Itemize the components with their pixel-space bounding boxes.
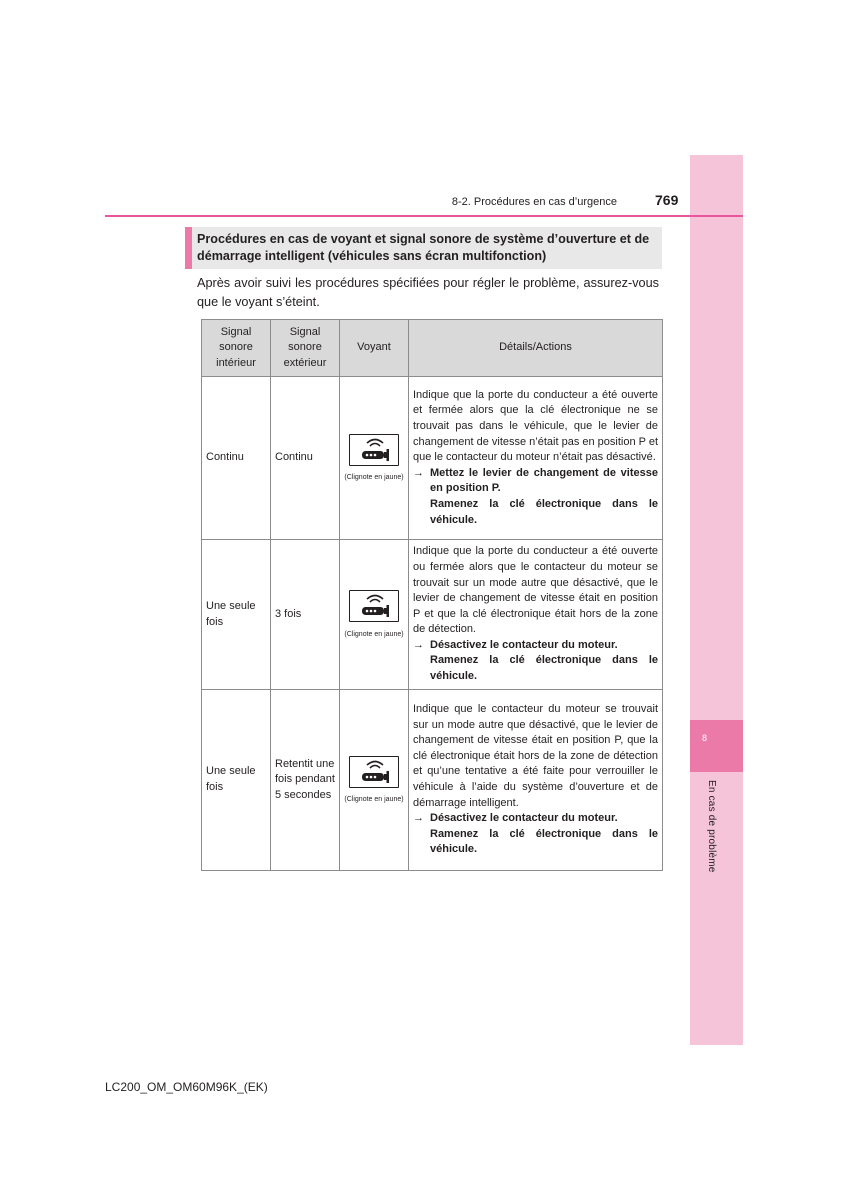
table-row [202, 377, 663, 540]
chapter-side-tab [690, 155, 743, 1045]
action-step-2: Ramenez la clé électronique dans le véhicule. [430, 827, 658, 856]
details-text: Indique que la porte du conducteur a été ouverte et fermée alors que la clé électronique ne se trouvait pas dans le véhicule, que le levier de changement de vitesse n’était pas en position P et que le contacteur du moteur n’était pas désactivé. [413, 388, 659, 464]
key-warning-lamp-icon [349, 434, 399, 466]
chapter-number: 8 [702, 733, 708, 743]
chapter-label: En cas de problème [706, 780, 717, 873]
page-number: 769 [655, 192, 679, 208]
intro-paragraph: Après avoir suivi les procédures spécifiées pour régler le problème, assurez-vous que le voyant s’éteint. [197, 276, 659, 309]
header-rule [105, 215, 743, 217]
table-row [202, 540, 663, 690]
lamp-caption: (Clignote en jaune) [344, 796, 404, 804]
lamp-cell [340, 690, 409, 871]
key-warning-lamp-icon [349, 590, 399, 622]
header-lamp: Voyant [340, 320, 409, 377]
details-text: Indique que la porte du conducteur a été ouverte ou fermée alors que le contacteur du moteur se trouvait sur un mode autre que désactivé, que le levier de changement de vitesse était en position P et que la clé électronique était hors de la zone de détection. [413, 545, 658, 636]
lamp-cell [340, 540, 409, 690]
arrow-icon: → [413, 638, 424, 651]
table-header-row [202, 320, 663, 377]
details-cell [409, 540, 663, 690]
section-title-accent-bar [185, 227, 192, 269]
header-exterior-buzzer: Signal sonore extérieur [271, 320, 340, 377]
exterior-buzzer-cell: Continu [271, 377, 340, 540]
interior-buzzer-cell: Une seule fois [202, 540, 271, 690]
section-title: Procédures en cas de voyant et signal sonore de système d’ouverture et de démarrage intelligent (véhicules sans écran multifonction) [197, 232, 650, 263]
table-row [202, 690, 663, 871]
interior-buzzer-cell: Continu [202, 377, 271, 540]
action-item [413, 638, 658, 685]
action-item [413, 811, 658, 858]
action-step-1: Désactivez le contacteur du moteur. [430, 638, 618, 651]
arrow-icon: → [413, 812, 424, 825]
action-step-2: Ramenez la clé électronique dans le véhicule. [430, 497, 658, 526]
section-header: 8-2. Procédures en cas d’urgence [451, 196, 617, 208]
exterior-buzzer-cell: Retentit une fois pendant 5 secondes [271, 690, 340, 871]
chapter-number-box [690, 720, 743, 772]
lamp-caption: (Clignote en jaune) [344, 474, 404, 482]
details-cell [409, 690, 663, 871]
key-warning-lamp-icon [349, 756, 399, 788]
action-step-1: Désactivez le contacteur du moteur. [430, 812, 618, 825]
lamp-cell [340, 377, 409, 540]
warning-table [201, 319, 663, 871]
header-details: Détails/Actions [409, 320, 663, 377]
arrow-icon: → [413, 466, 424, 479]
footer-code: LC200_OM_OM60M96K_(EK) [105, 1080, 268, 1094]
header-interior-buzzer: Signal sonore intérieur [202, 320, 271, 377]
exterior-buzzer-cell: 3 fois [271, 540, 340, 690]
details-text: Indique que le contacteur du moteur se trouvait sur un mode autre que désactivé, que le levier de changement de vitesse était en position P, que la clé électronique était hors de la zone de détection et qu’une tentative a été faite pour verrouiller le véhicule à l’aide du système d’ouverture et de démarrage intelligent. [413, 703, 658, 809]
action-step-1: Mettez le levier de changement de vitesse en position P. [430, 466, 658, 495]
lamp-caption: (Clignote en jaune) [344, 630, 404, 638]
action-item [413, 466, 658, 528]
action-step-2: Ramenez la clé électronique dans le véhicule. [430, 654, 658, 683]
details-cell [409, 377, 663, 540]
interior-buzzer-cell: Une seule fois [202, 690, 271, 871]
